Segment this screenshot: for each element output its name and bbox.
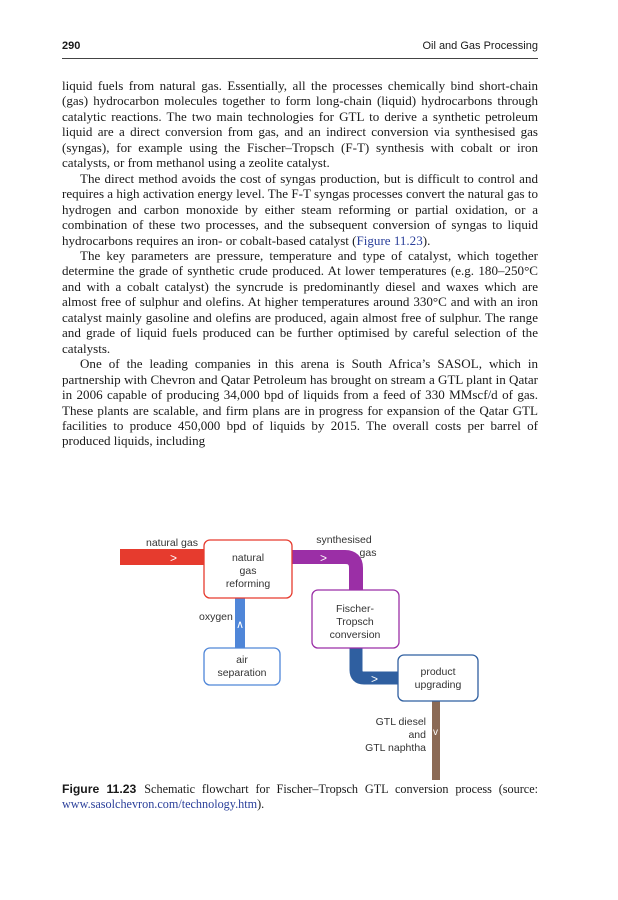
paragraph-2-text: The direct method avoids the cost of syngas production, but is difficult to control and requires a high activation energy level. The F-T syngas processes convert the natural gas to hydrogen and carbon monoxide by either steam reforming or partial oxidation, or a combination of these two processes, and the subsequent conversion of syngas to liquid hydrocarbons requires an iron- or cobalt-based catalyst ( bbox=[62, 170, 538, 248]
paragraph-4: One of the leading companies in this arena is South Africa’s SASOL, which in partnership with Chevron and Qatar Petroleum has brought on stream a GTL plant in Qatar in 2006 capable of producing 34,000 bpd of liquids from a feed of 330 MMscf/d of gas. These plants are scalable, and firm plans are in progress for expansion of the Qatar GTL facilities to produce 450,000 bpd of liquids by 2015. The overall costs per barrel of produced liquids, including bbox=[62, 356, 538, 449]
ft-outlet-chevron: > bbox=[371, 672, 379, 686]
product-outlet-chevron: v bbox=[433, 727, 438, 738]
paragraph-2 bbox=[62, 171, 538, 248]
natural-gas-chevron: > bbox=[170, 551, 178, 565]
gtl-label-3: GTL naphtha bbox=[365, 742, 426, 754]
gtl-label-2: and bbox=[408, 729, 426, 741]
running-title: Oil and Gas Processing bbox=[422, 40, 538, 52]
oxygen-label: oxygen bbox=[199, 611, 233, 623]
product-label-2: upgrading bbox=[414, 679, 462, 691]
header-rule bbox=[62, 58, 538, 59]
reforming-label-3: reforming bbox=[225, 578, 271, 590]
reforming-label-1: natural bbox=[231, 552, 265, 564]
page-number: 290 bbox=[62, 40, 81, 52]
product-outlet-pipe bbox=[432, 701, 440, 780]
air-label-1: air bbox=[236, 654, 248, 666]
synthesised-label: synthesised bbox=[316, 534, 372, 546]
paragraph-2-tail: ). bbox=[422, 232, 431, 248]
natural-gas-arrow bbox=[120, 549, 206, 565]
figure-caption bbox=[62, 782, 538, 812]
caption-source-link[interactable]: www.sasolchevron.com/technology.htm bbox=[62, 797, 258, 811]
caption-label: Figure 11.23 bbox=[62, 782, 137, 796]
flowchart-svg bbox=[120, 530, 540, 780]
figure-reference-link[interactable]: Figure 11.23 bbox=[356, 232, 423, 248]
caption-tail: ). bbox=[257, 797, 265, 811]
page-header bbox=[62, 40, 538, 58]
ft-label-2: Tropsch bbox=[336, 616, 374, 628]
flowchart-figure bbox=[120, 530, 540, 780]
ft-label-3: conversion bbox=[329, 629, 381, 641]
caption-text: Schematic flowchart for Fischer–Tropsch GTL conversion process (source: bbox=[144, 782, 539, 796]
reforming-label-2: gas bbox=[239, 565, 257, 577]
paragraph-3: The key parameters are pressure, temperature and type of catalyst, which together determine the grade of synthetic crude produced. At lower temperatures (e.g. 180–250°C and with a cobalt catalyst) the syncrude is predominantly diesel and waxes which are almost free of sulphur and olefins. At higher temperatures around 330°C and with an iron catalyst mainly gasoline and olefins are produced, again almost free of sulphur. The range and grade of liquid fuels produced can be further optimised by careful selection of the catalysts. bbox=[62, 247, 538, 356]
synthesised-label-2: gas bbox=[359, 547, 377, 559]
air-label-2: separation bbox=[217, 667, 267, 679]
product-upgrading-box bbox=[398, 655, 478, 701]
oxygen-chevron: ∧ bbox=[236, 619, 245, 631]
syngas-chevron: > bbox=[320, 551, 328, 565]
ft-label-1: Fischer- bbox=[336, 603, 374, 615]
natural-gas-label: natural gas bbox=[146, 537, 198, 549]
gtl-label-1: GTL diesel bbox=[375, 716, 426, 728]
body-text bbox=[62, 78, 538, 449]
paragraph-1: liquid fuels from natural gas. Essentially, all the processes chemically bind short-chain (gas) hydrocarbon molecules together to form long-chain (liquid) hydrocarbons through catalytic reactions. The two main technologies for GTL to derive a synthetic petroleum liquid are a direct conversion from gas, and an indirect conversion via synthesised gas (syngas), for example using the Fischer–Tropsch (F-T) synthesis with cobalt or iron catalysts, or from methanol using a zeolite catalyst. bbox=[62, 78, 538, 171]
product-label-1: product bbox=[420, 666, 456, 678]
